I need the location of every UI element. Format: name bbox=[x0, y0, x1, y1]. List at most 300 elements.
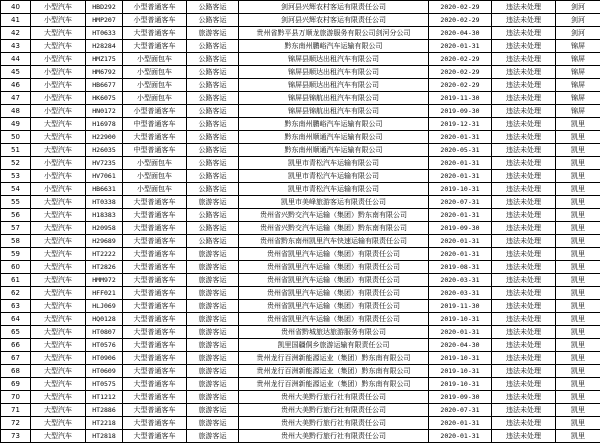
vehicle-category-cell: 大型汽车 bbox=[31, 326, 86, 339]
region-cell: 剑河 bbox=[556, 14, 600, 27]
operation-type-cell: 公路客运 bbox=[187, 222, 239, 235]
vehicle-category-cell: 小型汽车 bbox=[31, 53, 86, 66]
inspection-date-cell: 2020-04-30 bbox=[429, 27, 492, 40]
row-index-cell: 56 bbox=[1, 209, 31, 222]
region-cell: 凯里 bbox=[556, 183, 600, 196]
table-row bbox=[1, 27, 600, 40]
vehicle-type-cell: 大型普通客车 bbox=[123, 300, 187, 313]
violation-status-cell: 违法未处理 bbox=[492, 157, 556, 170]
vehicle-category-cell: 大型汽车 bbox=[31, 378, 86, 391]
vehicle-category-cell: 大型汽车 bbox=[31, 248, 86, 261]
region-cell: 凯里 bbox=[556, 287, 600, 300]
vehicle-category-cell: 大型汽车 bbox=[31, 339, 86, 352]
operation-type-cell: 公路客运 bbox=[187, 209, 239, 222]
vehicle-category-cell: 小型汽车 bbox=[31, 79, 86, 92]
inspection-date-cell: 2019-09-30 bbox=[429, 222, 492, 235]
company-name-cell: 凯里市青松汽车运输有限公司 bbox=[239, 170, 429, 183]
inspection-date-cell: 2019-09-30 bbox=[429, 391, 492, 404]
operation-type-cell: 公路客运 bbox=[187, 79, 239, 92]
violation-status-cell: 违法未处理 bbox=[492, 14, 556, 27]
plate-number-cell: HV7061 bbox=[86, 170, 123, 183]
vehicle-category-cell: 小型汽车 bbox=[31, 14, 86, 27]
violation-status-cell: 违法未处理 bbox=[492, 222, 556, 235]
table-row bbox=[1, 92, 600, 105]
violation-status-cell: 违法未处理 bbox=[492, 365, 556, 378]
vehicle-type-cell: 小型面包车 bbox=[123, 170, 187, 183]
vehicle-type-cell: 大型普通客车 bbox=[123, 326, 187, 339]
operation-type-cell: 公路客运 bbox=[187, 92, 239, 105]
vehicle-type-cell: 大型普通客车 bbox=[123, 339, 187, 352]
company-name-cell: 剑河县兴辉农村客运有限责任公司 bbox=[239, 14, 429, 27]
vehicle-category-cell: 大型汽车 bbox=[31, 196, 86, 209]
operation-type-cell: 公路客运 bbox=[187, 53, 239, 66]
company-name-cell: 贵州省凯里汽车运输（集团）有限责任公司 bbox=[239, 248, 429, 261]
region-cell: 锦屏 bbox=[556, 79, 600, 92]
vehicle-type-cell: 大型普通客车 bbox=[123, 235, 187, 248]
operation-type-cell: 公路客运 bbox=[187, 118, 239, 131]
operation-type-cell: 旅游客运 bbox=[187, 352, 239, 365]
plate-number-cell: HB6631 bbox=[86, 183, 123, 196]
region-cell: 凯里 bbox=[556, 352, 600, 365]
region-cell: 锦屏 bbox=[556, 92, 600, 105]
row-index-cell: 65 bbox=[1, 326, 31, 339]
vehicle-type-cell: 小型面包车 bbox=[123, 53, 187, 66]
plate-number-cell: HT0338 bbox=[86, 196, 123, 209]
table-row bbox=[1, 183, 600, 196]
operation-type-cell: 公路客运 bbox=[187, 144, 239, 157]
plate-number-cell: HM6792 bbox=[86, 66, 123, 79]
row-index-cell: 43 bbox=[1, 40, 31, 53]
violation-status-cell: 违法未处理 bbox=[492, 391, 556, 404]
row-index-cell: 60 bbox=[1, 261, 31, 274]
operation-type-cell: 旅游客运 bbox=[187, 27, 239, 40]
inspection-date-cell: 2020-05-31 bbox=[429, 144, 492, 157]
plate-number-cell: HT1212 bbox=[86, 391, 123, 404]
inspection-date-cell: 2020-02-29 bbox=[429, 14, 492, 27]
row-index-cell: 68 bbox=[1, 365, 31, 378]
region-cell: 锦屏 bbox=[556, 66, 600, 79]
row-index-cell: 71 bbox=[1, 404, 31, 417]
violation-status-cell: 违法未处理 bbox=[492, 326, 556, 339]
row-index-cell: 41 bbox=[1, 14, 31, 27]
operation-type-cell: 旅游客运 bbox=[187, 326, 239, 339]
inspection-date-cell: 2020-07-31 bbox=[429, 196, 492, 209]
table-row bbox=[1, 79, 600, 92]
region-cell: 凯里 bbox=[556, 300, 600, 313]
vehicle-type-cell: 小型面包车 bbox=[123, 92, 187, 105]
table-row bbox=[1, 404, 600, 417]
company-name-cell: 贵州大美黔行旅行社有限责任公司 bbox=[239, 417, 429, 430]
vehicle-category-cell: 大型汽车 bbox=[31, 40, 86, 53]
vehicle-type-cell: 小型普通客车 bbox=[123, 105, 187, 118]
company-name-cell: 锦屏县顺达出租汽车有限公司 bbox=[239, 53, 429, 66]
row-index-cell: 73 bbox=[1, 430, 31, 443]
row-index-cell: 45 bbox=[1, 66, 31, 79]
inspection-date-cell: 2019-10-31 bbox=[429, 365, 492, 378]
violation-status-cell: 违法未处理 bbox=[492, 378, 556, 391]
inspection-date-cell: 2019-10-31 bbox=[429, 378, 492, 391]
row-index-cell: 69 bbox=[1, 378, 31, 391]
company-name-cell: 凯里市美峰旅游客运有限责任公司 bbox=[239, 196, 429, 209]
plate-number-cell: HT2818 bbox=[86, 430, 123, 443]
table-row bbox=[1, 105, 600, 118]
row-index-cell: 62 bbox=[1, 287, 31, 300]
vehicle-type-cell: 小型面包车 bbox=[123, 66, 187, 79]
inspection-date-cell: 2020-02-29 bbox=[429, 53, 492, 66]
company-name-cell: 贵州大美黔行旅行社有限责任公司 bbox=[239, 391, 429, 404]
vehicle-type-cell: 中型普通客车 bbox=[123, 118, 187, 131]
row-index-cell: 40 bbox=[1, 1, 31, 14]
vehicle-category-cell: 大型汽车 bbox=[31, 287, 86, 300]
row-index-cell: 52 bbox=[1, 157, 31, 170]
plate-number-cell: HT2222 bbox=[86, 248, 123, 261]
region-cell: 锦屏 bbox=[556, 105, 600, 118]
inspection-date-cell: 2019-10-31 bbox=[429, 313, 492, 326]
inspection-date-cell: 2020-01-31 bbox=[429, 40, 492, 53]
violation-status-cell: 违法未处理 bbox=[492, 261, 556, 274]
vehicle-type-cell: 大型普通客车 bbox=[123, 222, 187, 235]
row-index-cell: 61 bbox=[1, 274, 31, 287]
plate-number-cell: HT0575 bbox=[86, 378, 123, 391]
plate-number-cell: H29689 bbox=[86, 235, 123, 248]
region-cell: 凯里 bbox=[556, 131, 600, 144]
region-cell: 凯里 bbox=[556, 339, 600, 352]
inspection-date-cell: 2020-02-29 bbox=[429, 66, 492, 79]
vehicle-category-cell: 大型汽车 bbox=[31, 274, 86, 287]
region-cell: 锦屏 bbox=[556, 40, 600, 53]
plate-number-cell: HFF021 bbox=[86, 287, 123, 300]
company-name-cell: 黔东南州鹏峪汽车运输有限公司 bbox=[239, 118, 429, 131]
operation-type-cell: 旅游客运 bbox=[187, 339, 239, 352]
operation-type-cell: 旅游客运 bbox=[187, 313, 239, 326]
inspection-date-cell: 2020-03-31 bbox=[429, 274, 492, 287]
violation-status-cell: 违法未处理 bbox=[492, 404, 556, 417]
table-row bbox=[1, 248, 600, 261]
table-row bbox=[1, 196, 600, 209]
vehicle-category-cell: 小型汽车 bbox=[31, 66, 86, 79]
violation-status-cell: 违法未处理 bbox=[492, 248, 556, 261]
region-cell: 凯里 bbox=[556, 417, 600, 430]
vehicle-type-cell: 大型普通客车 bbox=[123, 196, 187, 209]
inspection-date-cell: 2019-09-30 bbox=[429, 105, 492, 118]
plate-number-cell: HB6677 bbox=[86, 79, 123, 92]
vehicle-type-cell: 大型普通客车 bbox=[123, 404, 187, 417]
plate-number-cell: H22900 bbox=[86, 131, 123, 144]
company-name-cell: 黔东南州顺通汽车运输有限公司 bbox=[239, 131, 429, 144]
inspection-date-cell: 2019-10-31 bbox=[429, 183, 492, 196]
table-row bbox=[1, 131, 600, 144]
vehicle-type-cell: 大型普通客车 bbox=[123, 27, 187, 40]
inspection-date-cell: 2020-01-31 bbox=[429, 131, 492, 144]
vehicle-type-cell: 大型普通客车 bbox=[123, 430, 187, 443]
violation-status-cell: 违法未处理 bbox=[492, 183, 556, 196]
company-name-cell: 锦屏县顺达出租汽车有限公司 bbox=[239, 66, 429, 79]
vehicle-category-cell: 小型汽车 bbox=[31, 157, 86, 170]
plate-number-cell: HBD292 bbox=[86, 1, 123, 14]
table-row bbox=[1, 300, 600, 313]
vehicle-category-cell: 大型汽车 bbox=[31, 365, 86, 378]
region-cell: 凯里 bbox=[556, 326, 600, 339]
plate-number-cell: HN0172 bbox=[86, 105, 123, 118]
company-name-cell: 凯里市青松汽车运输有限公司 bbox=[239, 183, 429, 196]
vehicle-category-cell: 大型汽车 bbox=[31, 313, 86, 326]
vehicle-category-cell: 大型汽车 bbox=[31, 209, 86, 222]
company-name-cell: 贵州省黔东南州凯里汽车快速运输有限责任公司 bbox=[239, 235, 429, 248]
region-cell: 凯里 bbox=[556, 118, 600, 131]
company-name-cell: 贵州省黔城旅达旅游服务有限公司 bbox=[239, 326, 429, 339]
row-index-cell: 50 bbox=[1, 131, 31, 144]
vehicle-type-cell: 小型普通客车 bbox=[123, 1, 187, 14]
row-index-cell: 47 bbox=[1, 92, 31, 105]
company-name-cell: 贵州大美黔行旅行社有限责任公司 bbox=[239, 430, 429, 443]
region-cell: 凯里 bbox=[556, 235, 600, 248]
operation-type-cell: 公路客运 bbox=[187, 40, 239, 53]
vehicle-category-cell: 大型汽车 bbox=[31, 430, 86, 443]
region-cell: 凯里 bbox=[556, 144, 600, 157]
plate-number-cell: H16978 bbox=[86, 118, 123, 131]
violation-status-cell: 违法未处理 bbox=[492, 92, 556, 105]
plate-number-cell: HT0609 bbox=[86, 365, 123, 378]
region-cell: 凯里 bbox=[556, 365, 600, 378]
table-row bbox=[1, 118, 600, 131]
table-body bbox=[1, 1, 600, 443]
table-row bbox=[1, 66, 600, 79]
row-index-cell: 67 bbox=[1, 352, 31, 365]
region-cell: 剑河 bbox=[556, 1, 600, 14]
vehicle-category-cell: 大型汽车 bbox=[31, 222, 86, 235]
operation-type-cell: 公路客运 bbox=[187, 170, 239, 183]
region-cell: 锦屏 bbox=[556, 53, 600, 66]
vehicle-category-cell: 大型汽车 bbox=[31, 404, 86, 417]
vehicle-category-cell: 小型汽车 bbox=[31, 183, 86, 196]
vehicle-category-cell: 大型汽车 bbox=[31, 144, 86, 157]
row-index-cell: 63 bbox=[1, 300, 31, 313]
plate-number-cell: HT2886 bbox=[86, 404, 123, 417]
table-row bbox=[1, 326, 600, 339]
company-name-cell: 贵州龙行百洲新能源运业（集团）黔东南有限公司 bbox=[239, 365, 429, 378]
company-name-cell: 黔东南州鹏峪汽车运输有限公司 bbox=[239, 40, 429, 53]
violation-status-cell: 违法未处理 bbox=[492, 1, 556, 14]
region-cell: 凯里 bbox=[556, 222, 600, 235]
row-index-cell: 70 bbox=[1, 391, 31, 404]
vehicle-type-cell: 小型面包车 bbox=[123, 157, 187, 170]
region-cell: 凯里 bbox=[556, 157, 600, 170]
row-index-cell: 66 bbox=[1, 339, 31, 352]
row-index-cell: 54 bbox=[1, 183, 31, 196]
inspection-date-cell: 2020-02-29 bbox=[429, 79, 492, 92]
plate-number-cell: H18383 bbox=[86, 209, 123, 222]
region-cell: 凯里 bbox=[556, 196, 600, 209]
company-name-cell: 凯里国疆侗乡旅游运输有限责任公司 bbox=[239, 339, 429, 352]
company-name-cell: 贵州龙行百洲新能源运业（集团）黔东南有限公司 bbox=[239, 352, 429, 365]
operation-type-cell: 旅游客运 bbox=[187, 196, 239, 209]
table-row bbox=[1, 339, 600, 352]
row-index-cell: 72 bbox=[1, 417, 31, 430]
violation-status-cell: 违法未处理 bbox=[492, 430, 556, 443]
company-name-cell: 贵州大美黔行旅行社有限责任公司 bbox=[239, 404, 429, 417]
table-row bbox=[1, 1, 600, 14]
company-name-cell: 贵州龙行百洲新能源运业（集团）黔东南有限公司 bbox=[239, 378, 429, 391]
table-row bbox=[1, 53, 600, 66]
vehicle-type-cell: 大型普通客车 bbox=[123, 131, 187, 144]
operation-type-cell: 旅游客运 bbox=[187, 391, 239, 404]
inspection-date-cell: 2019-11-30 bbox=[429, 92, 492, 105]
plate-number-cell: HT0906 bbox=[86, 352, 123, 365]
violation-status-cell: 违法未处理 bbox=[492, 417, 556, 430]
operation-type-cell: 公路客运 bbox=[187, 14, 239, 27]
violation-status-cell: 违法未处理 bbox=[492, 352, 556, 365]
operation-type-cell: 旅游客运 bbox=[187, 417, 239, 430]
row-index-cell: 58 bbox=[1, 235, 31, 248]
violation-status-cell: 违法未处理 bbox=[492, 196, 556, 209]
plate-number-cell: HLJ069 bbox=[86, 300, 123, 313]
row-index-cell: 46 bbox=[1, 79, 31, 92]
operation-type-cell: 旅游客运 bbox=[187, 300, 239, 313]
vehicle-category-cell: 大型汽车 bbox=[31, 131, 86, 144]
violation-status-cell: 违法未处理 bbox=[492, 313, 556, 326]
vehicle-type-cell: 大型普通客车 bbox=[123, 274, 187, 287]
vehicle-category-cell: 大型汽车 bbox=[31, 27, 86, 40]
violation-status-cell: 违法未处理 bbox=[492, 209, 556, 222]
plate-number-cell: HMM972 bbox=[86, 274, 123, 287]
operation-type-cell: 公路客运 bbox=[187, 1, 239, 14]
company-name-cell: 贵州省凯里汽车运输（集团）有限责任公司 bbox=[239, 274, 429, 287]
plate-number-cell: H28284 bbox=[86, 40, 123, 53]
vehicle-type-cell: 大型普通客车 bbox=[123, 287, 187, 300]
operation-type-cell: 公路客运 bbox=[187, 235, 239, 248]
operation-type-cell: 旅游客运 bbox=[187, 378, 239, 391]
inspection-date-cell: 2019-12-31 bbox=[429, 118, 492, 131]
company-name-cell: 剑河县兴辉农村客运有限责任公司 bbox=[239, 1, 429, 14]
vehicle-type-cell: 大型普通客车 bbox=[123, 313, 187, 326]
violation-status-cell: 违法未处理 bbox=[492, 235, 556, 248]
table-row bbox=[1, 378, 600, 391]
company-name-cell: 贵州省兴黔交汽车运输（集团）黔东南有限公司 bbox=[239, 209, 429, 222]
violation-status-cell: 违法未处理 bbox=[492, 66, 556, 79]
inspection-date-cell: 2019-11-30 bbox=[429, 300, 492, 313]
violation-status-cell: 违法未处理 bbox=[492, 300, 556, 313]
inspection-date-cell: 2020-02-29 bbox=[429, 1, 492, 14]
plate-number-cell: HMZ175 bbox=[86, 53, 123, 66]
vehicle-type-cell: 大型普通客车 bbox=[123, 352, 187, 365]
table-row bbox=[1, 352, 600, 365]
inspection-date-cell: 2020-01-31 bbox=[429, 209, 492, 222]
row-index-cell: 49 bbox=[1, 118, 31, 131]
vehicle-type-cell: 大型普通客车 bbox=[123, 261, 187, 274]
company-name-cell: 贵州省凯里汽车运输（集团）有限责任公司 bbox=[239, 287, 429, 300]
operation-type-cell: 公路客运 bbox=[187, 157, 239, 170]
table-row bbox=[1, 170, 600, 183]
inspection-date-cell: 2020-03-31 bbox=[429, 287, 492, 300]
region-cell: 凯里 bbox=[556, 209, 600, 222]
company-name-cell: 锦屏县顺达出租汽车有限公司 bbox=[239, 79, 429, 92]
violation-status-cell: 违法未处理 bbox=[492, 144, 556, 157]
region-cell: 凯里 bbox=[556, 248, 600, 261]
company-name-cell: 贵州省兴黔交汽车运输（集团）黔东南有限公司 bbox=[239, 222, 429, 235]
table-row bbox=[1, 235, 600, 248]
operation-type-cell: 旅游客运 bbox=[187, 365, 239, 378]
table-row bbox=[1, 222, 600, 235]
region-cell: 凯里 bbox=[556, 430, 600, 443]
operation-type-cell: 公路客运 bbox=[187, 131, 239, 144]
row-index-cell: 42 bbox=[1, 27, 31, 40]
plate-number-cell: HT0807 bbox=[86, 326, 123, 339]
region-cell: 凯里 bbox=[556, 391, 600, 404]
company-name-cell: 贵州省凯里汽车运输（集团）有限责任公司 bbox=[239, 300, 429, 313]
table-row bbox=[1, 365, 600, 378]
inspection-date-cell: 2020-07-31 bbox=[429, 404, 492, 417]
plate-number-cell: HMP207 bbox=[86, 14, 123, 27]
region-cell: 剑河 bbox=[556, 27, 600, 40]
region-cell: 凯里 bbox=[556, 170, 600, 183]
violation-status-cell: 违法未处理 bbox=[492, 339, 556, 352]
table-row bbox=[1, 14, 600, 27]
region-cell: 凯里 bbox=[556, 313, 600, 326]
violation-status-cell: 违法未处理 bbox=[492, 105, 556, 118]
row-index-cell: 53 bbox=[1, 170, 31, 183]
table-row bbox=[1, 313, 600, 326]
company-name-cell: 锦屏县锦航出租汽车有限公司 bbox=[239, 105, 429, 118]
violation-status-cell: 违法未处理 bbox=[492, 79, 556, 92]
violation-status-cell: 违法未处理 bbox=[492, 53, 556, 66]
operation-type-cell: 旅游客运 bbox=[187, 287, 239, 300]
inspection-date-cell: 2020-04-30 bbox=[429, 339, 492, 352]
operation-type-cell: 公路客运 bbox=[187, 183, 239, 196]
table-row bbox=[1, 261, 600, 274]
inspection-date-cell: 2020-01-31 bbox=[429, 430, 492, 443]
company-name-cell: 黔东南州顺通汽车运输有限公司 bbox=[239, 144, 429, 157]
inspection-date-cell: 2020-01-31 bbox=[429, 248, 492, 261]
row-index-cell: 64 bbox=[1, 313, 31, 326]
plate-number-cell: H20958 bbox=[86, 222, 123, 235]
table-row bbox=[1, 40, 600, 53]
inspection-date-cell: 2019-10-31 bbox=[429, 352, 492, 365]
operation-type-cell: 公路客运 bbox=[187, 105, 239, 118]
operation-type-cell: 公路客运 bbox=[187, 66, 239, 79]
vehicle-type-cell: 大型普通客车 bbox=[123, 378, 187, 391]
operation-type-cell: 旅游客运 bbox=[187, 430, 239, 443]
operation-type-cell: 旅游客运 bbox=[187, 404, 239, 417]
violation-status-cell: 违法未处理 bbox=[492, 40, 556, 53]
inspection-date-cell: 2019-08-31 bbox=[429, 261, 492, 274]
table-row bbox=[1, 274, 600, 287]
plate-number-cell: HT0576 bbox=[86, 339, 123, 352]
inspection-date-cell: 2020-01-31 bbox=[429, 417, 492, 430]
violation-status-cell: 违法未处理 bbox=[492, 131, 556, 144]
operation-type-cell: 旅游客运 bbox=[187, 274, 239, 287]
inspection-date-cell: 2020-01-31 bbox=[429, 157, 492, 170]
vehicle-category-cell: 大型汽车 bbox=[31, 118, 86, 131]
vehicle-category-cell: 小型汽车 bbox=[31, 92, 86, 105]
company-name-cell: 锦屏县锦航出租汽车有限公司 bbox=[239, 92, 429, 105]
table-row bbox=[1, 391, 600, 404]
table-row bbox=[1, 430, 600, 443]
table-row bbox=[1, 157, 600, 170]
row-index-cell: 59 bbox=[1, 248, 31, 261]
table-row bbox=[1, 417, 600, 430]
violation-status-cell: 违法未处理 bbox=[492, 118, 556, 131]
region-cell: 凯里 bbox=[556, 378, 600, 391]
vehicle-category-cell: 大型汽车 bbox=[31, 352, 86, 365]
row-index-cell: 51 bbox=[1, 144, 31, 157]
plate-number-cell: HT0633 bbox=[86, 27, 123, 40]
vehicle-category-cell: 大型汽车 bbox=[31, 391, 86, 404]
violation-status-cell: 违法未处理 bbox=[492, 274, 556, 287]
company-name-cell: 贵州省凯里汽车运输（集团）有限责任公司 bbox=[239, 313, 429, 326]
vehicle-category-cell: 大型汽车 bbox=[31, 261, 86, 274]
vehicle-type-cell: 小型普通客车 bbox=[123, 14, 187, 27]
vehicle-type-cell: 小型面包车 bbox=[123, 183, 187, 196]
